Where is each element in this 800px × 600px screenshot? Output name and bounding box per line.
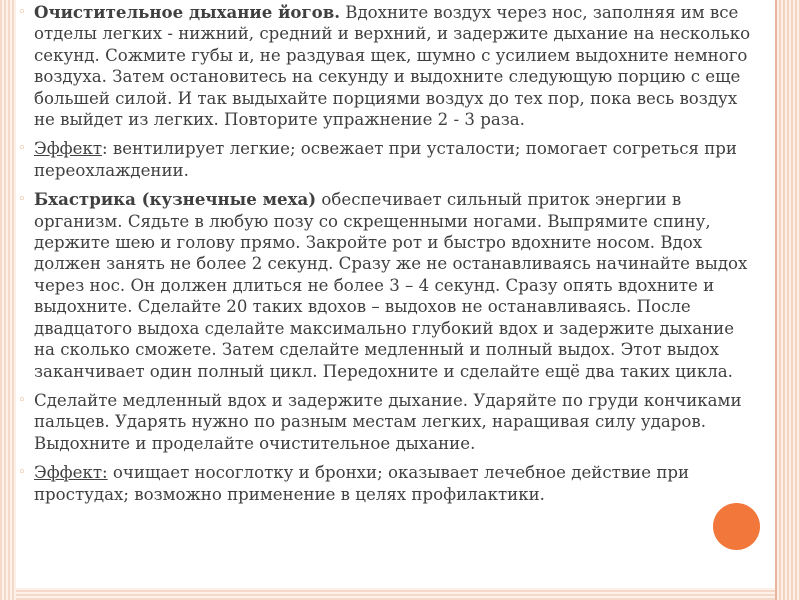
paragraph-bhastrika bbox=[18, 189, 758, 382]
bullet-icon: ◦ bbox=[18, 5, 26, 20]
slide-body bbox=[18, 2, 758, 513]
paragraph-text: обеспечивает сильный приток энергии в организм. Сядьте в любую позу со скрещенными ногами. Выпрямите спину, держите шею и голову прямо. Закройте рот и быстро вдохните носом. Вдох должен занять не более 2 секунд. Сразу же не останавливаясь начинайте выдох через нос. Он должен длиться не более 3 – 4 секунд. Сразу опять вдохните и выдохните. Сделайте 20 таких вдохов – выдохов не останавливаясь. После двадцатого выдоха сделайте максимально глубокий вдох и задержите дыхание на сколько сможете. Затем сделайте медленный и полный выдох. Этот выдох заканчивает один полный цикл. Передохните и сделайте ещё два таких цикла. bbox=[34, 190, 748, 381]
paragraph-text: Вдохните воздух через нос, заполняя им все отделы легких - нижний, средний и верхний, и задержите дыхание на несколько секунд. Сожмите губы и, не раздувая щек, шумно с усилием выдохните немного воздуха. Затем остановитесь на секунду и выдохните следующую порцию с еще большей силой. И так выдыхайте порциями воздух до тех пор, пока весь воздух не выйдет из легких. Повторите упражнение 2 - 3 раза. bbox=[34, 3, 751, 130]
paragraph-text: : вентилирует легкие; освежает при усталости; помогает согреться при переохлаждении. bbox=[34, 139, 737, 180]
paragraph-text: Сделайте медленный вдох и задержите дыхание. Ударяйте по груди кончиками пальцев. Ударять нужно по разным местам легких, наращивая силу ударов. Выдохните и проделайте очистительное дыхание. bbox=[34, 390, 742, 453]
bullet-icon: ◦ bbox=[18, 141, 26, 157]
paragraph-lead: Очистительное дыхание йогов. bbox=[34, 2, 340, 22]
left-border-decoration bbox=[0, 0, 16, 600]
paragraph-cleansing-breath bbox=[18, 2, 758, 130]
paragraph-lead: Бхастрика (кузнечные меха) bbox=[34, 189, 317, 210]
orange-circle-decoration bbox=[713, 503, 760, 550]
paragraph-effect-2 bbox=[18, 462, 758, 505]
bottom-border-decoration bbox=[16, 588, 775, 600]
paragraph-chest-tapping bbox=[18, 390, 758, 454]
paragraph-text: очищает носоглотку и бронхи; оказывает лечебное действие при простудах; возможно применение в целях профилактики. bbox=[34, 463, 690, 504]
bullet-icon: ◦ bbox=[18, 392, 26, 408]
paragraph-effect-1 bbox=[18, 138, 758, 181]
right-border-decoration bbox=[775, 0, 800, 600]
paragraph-lead: Эффект bbox=[34, 139, 103, 159]
paragraph-lead: Эффект: bbox=[34, 463, 108, 483]
bullet-icon: ◦ bbox=[18, 192, 26, 208]
bullet-icon: ◦ bbox=[18, 465, 26, 481]
